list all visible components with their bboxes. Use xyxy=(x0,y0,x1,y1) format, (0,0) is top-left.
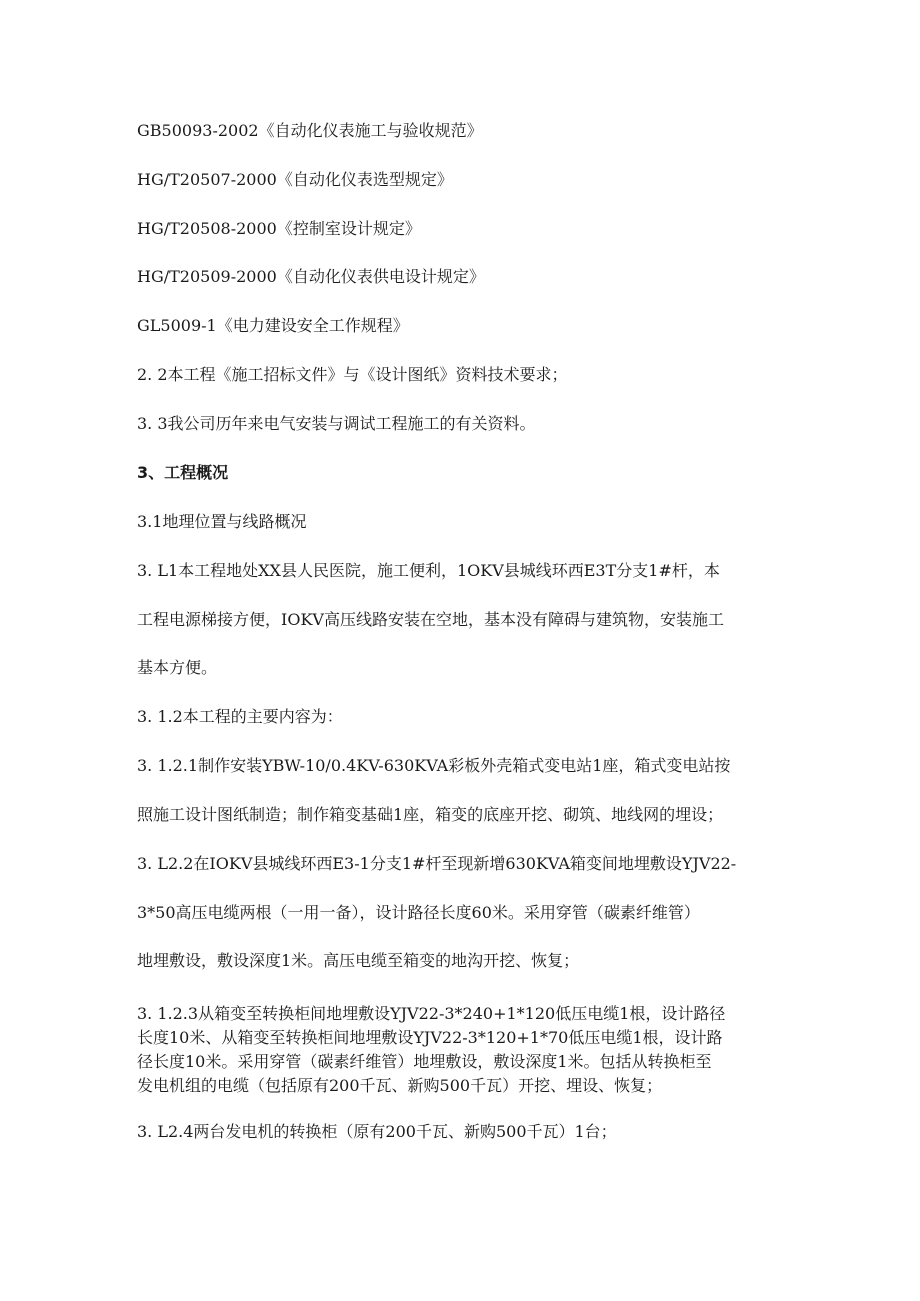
paragraph-3-1-2-3 xyxy=(137,1002,827,1098)
paragraph-3-1-2-2-line-2: 3*50高压电缆两根（一用一备），设计路径长度60米。采用穿管（碳素纤维管） xyxy=(137,903,700,922)
paragraph-3-1-2-4: 3. L2.4两台发电机的转换柜（原有200千瓦、新购500千瓦）1台； xyxy=(137,1122,617,1141)
subsection-3-1-title: 3.1地理位置与线路概况 xyxy=(137,512,307,531)
paragraph-3-1-1-line-1: 3. L1本工程地处XX县人民医院，施工便利，1OKV县城线环西E3T分支1#杆，本 xyxy=(137,561,720,580)
paragraph-3-1-2-3-line-1: 3. 1.2.3从箱变至转换柜间地埋敷设YJV22-3*240+1*120低压电缆1根，设计路径 xyxy=(137,1004,726,1023)
paragraph-3-1-2-3-line-3: 径长度10米。采用穿管（碳素纤维管）地埋敷设，敷设深度1米。包括从转换柜至 xyxy=(137,1052,712,1071)
paragraph-3-1-2-3-line-4: 发电机组的电缆（包括原有200千瓦、新购500千瓦）开挖、埋设、恢复； xyxy=(137,1076,663,1095)
standard-hg-t20508: HG/T20508-2000《控制室设计规定》 xyxy=(137,219,421,238)
item-2-2: 2. 2本工程《施工招标文件》与《设计图纸》资料技术要求； xyxy=(137,365,568,384)
paragraph-3-1-1-line-2: 工程电源梯接方便，IOKV高压线路安装在空地，基本没有障碍与建筑物，安装施工 xyxy=(137,610,724,629)
section-heading-project-overview: 3、工程概况 xyxy=(137,463,229,482)
paragraph-3-1-1-line-3: 基本方便。 xyxy=(137,658,218,677)
standard-gb50093: GB50093-2002《自动化仪表施工与验收规范》 xyxy=(137,121,483,140)
standard-hg-t20507: HG/T20507-2000《自动化仪表选型规定》 xyxy=(137,170,453,189)
paragraph-3-1-2: 3. 1.2本工程的主要内容为： xyxy=(137,707,343,726)
item-3-3: 3. 3我公司历年来电气安装与调试工程施工的有关资料。 xyxy=(137,414,536,433)
paragraph-3-1-2-2-line-3: 地埋敷设，敷设深度1米。高压电缆至箱变的地沟开挖、恢复； xyxy=(137,951,580,970)
paragraph-3-1-2-3-line-2: 长度10米、从箱变至转换柜间地埋敷设YJV22-3*120+1*70低压电缆1根，设计路 xyxy=(137,1028,723,1047)
paragraph-3-1-2-2-line-1: 3. L2.2在IOKV县城线环西E3-1分支1#杆至现新增630KVA箱变间地埋敷设YJV22- xyxy=(137,854,737,873)
paragraph-3-1-2-1-line-2: 照施工设计图纸制造；制作箱变基础1座，箱变的底座开挖、砌筑、地线网的埋设； xyxy=(137,805,724,824)
standard-hg-t20509: HG/T20509-2000《自动化仪表供电设计规定》 xyxy=(137,267,485,286)
standard-gl5009: GL5009-1《电力建设安全工作规程》 xyxy=(137,316,409,335)
paragraph-3-1-2-1-line-1: 3. 1.2.1制作安装YBW-10/0.4KV-630KVA彩板外壳箱式变电站1座，箱式变电站按 xyxy=(137,756,731,775)
